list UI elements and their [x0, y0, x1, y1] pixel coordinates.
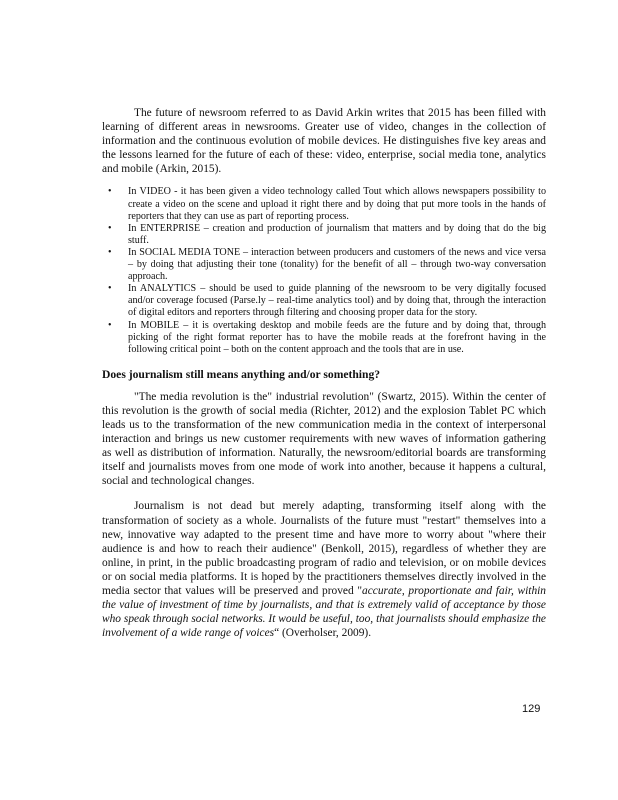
- list-item-text: In MOBILE – it is overtaking desktop and mobile feeds are the future and by doing that, through picking of the right format reporter has to have the mobile reads at the forefront having in the following critical point – both on the content approach and the tools that are in use.: [128, 319, 546, 355]
- paragraph-gap: [102, 488, 546, 499]
- page-body: [102, 106, 546, 640]
- journalism-adapting-paragraph: [102, 499, 546, 640]
- paragraph-text: Journalism is not dead but merely adapting, transforming itself along with the transformation of society as a whole. Journalists of the future must "restart" themselves into a new, innovative way adapted to the present time and have more to worry about "where their audience is and how to reach their audience" (Benkoll, 2015), regardless of whether they are online, in print, in the public broadcasting program of radio and television, or on mobile devices or on social media platforms. It is hoped by the practitioners themselves directly involved in the media sector that values will be preserved and proved ": [102, 500, 546, 597]
- list-item-social-media-tone: [102, 247, 546, 283]
- page-number: 129: [522, 703, 541, 715]
- list-item-mobile: [102, 320, 546, 356]
- list-item-text: In ENTERPRISE – creation and production of journalism that matters and by doing that do the big stuff.: [128, 222, 546, 246]
- bullet-marker: •: [108, 222, 112, 234]
- key-areas-list: [102, 186, 546, 355]
- bullet-marker: •: [108, 246, 112, 258]
- bullet-marker: •: [108, 186, 112, 198]
- list-item-enterprise: [102, 223, 546, 247]
- bullet-marker: •: [108, 319, 112, 331]
- section-heading: Does journalism still means anything and/or something?: [102, 367, 381, 381]
- intro-paragraph: The future of newsroom referred to as David Arkin writes that 2015 has been filled with learning of different areas in newsrooms. Greater use of video, changes in the collection of information and the continuous evolution of mobile devices. He distinguishes five key areas and the lessons learned for the future of each of these: video, enterprise, social media tone, analytics and mobile (Arkin, 2015).: [102, 107, 546, 176]
- list-item-text: In VIDEO - it has been given a video technology called Tout which allows newspapers possibility to create a video on the scene and upload it right there and by doing that put more tools in the hands of reporters that they can use as part of reporting process.: [128, 186, 546, 222]
- list-item-video: [102, 186, 546, 222]
- quoted-text: accurate, proportionate and fair, within the value of investment of time by journalists, and that is extremely valid of acceptance by those who speak through social networks. It would be useful, too, that journalists should emphasize the involvement of a wide range of voices: [102, 585, 546, 640]
- list-item-text: In ANALYTICS – should be used to guide planning of the newsroom to be very digitally focused and/or coverage focused (Parse.ly – real-time analytics tool) and by doing that, through the interaction of digital editors and reporters through filtering and choosing proper data for the story.: [128, 283, 546, 319]
- list-item-text: In SOCIAL MEDIA TONE – interaction between producers and customers of the news and vice versa – by doing that adjusting their tone (tonality) for the benefit of all – through two-way conversation approach.: [128, 246, 546, 283]
- citation-text: “ (Overholser, 2009).: [274, 627, 372, 640]
- list-item-analytics: [102, 283, 546, 319]
- bullet-marker: •: [108, 283, 112, 295]
- media-revolution-paragraph: "The media revolution is the" industrial revolution" (Swartz, 2015). Within the center of this revolution is the growth of social media (Richter, 2012) and the explosion Tablet PC which leads us to the transformation of the new communication media in the context of interpersonal interaction and brings us new customer requirements with new waves of information gathering as well as distribution of information. Naturally, the newsroom/editorial boards are transforming itself and journalists moves from one mode of work into another, because it happens a cultural, social and technological changes.: [102, 390, 546, 488]
